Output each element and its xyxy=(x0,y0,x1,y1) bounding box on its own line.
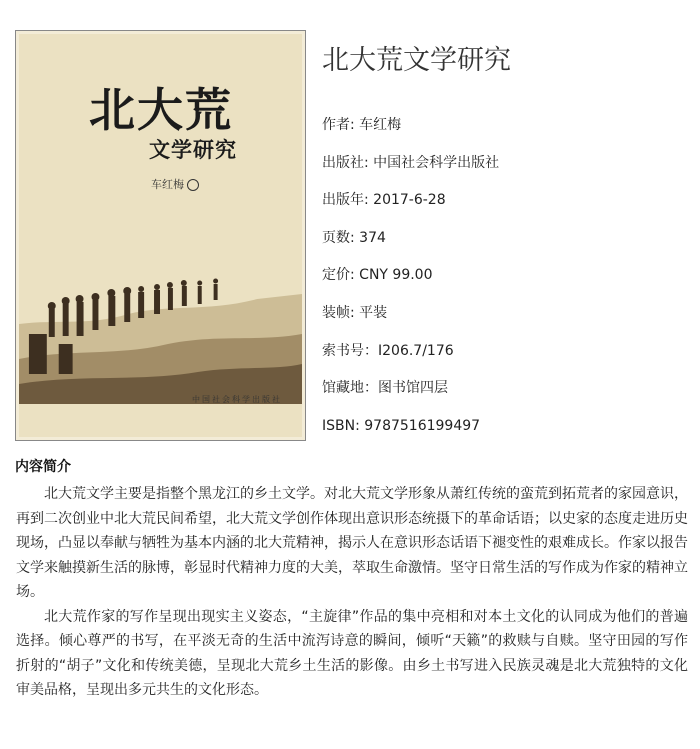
meta-value: 平装 xyxy=(359,304,388,321)
meta-label: 页数: xyxy=(322,229,355,246)
meta-value: CNY 99.00 xyxy=(359,267,433,284)
meta-call-number xyxy=(322,333,692,371)
meta-value: 9787516199497 xyxy=(364,417,481,434)
cover-subtitle: 文学研究 xyxy=(149,137,237,162)
cover-title: 北大荒 xyxy=(89,83,233,137)
meta-location xyxy=(322,370,692,408)
meta-label: 馆藏地： xyxy=(322,380,378,397)
intro-heading: 内容简介 xyxy=(15,459,71,475)
intro-text xyxy=(16,482,688,703)
intro-paragraph: 北大荒作家的写作呈现出现实主义姿态，“主旋律”作品的集中亮相和对本土文化的认同成为他们的普遍选择。倾心尊严的书写，在平淡无奇的生活中流泻诗意的瞬间，倾听“天籁”的救赎与自赎。坚守田园的写作折射的“胡子”文化和传统美德，呈现北大荒乡土生活的影像。由乡土书写进入民族灵魂是北大荒独特的文化审美品格，呈现出多元共生的文化形态。 xyxy=(16,608,688,698)
meta-binding xyxy=(322,295,692,333)
cover-author xyxy=(151,176,199,192)
meta-isbn xyxy=(322,408,692,446)
meta-value: 2017-6-28 xyxy=(373,192,446,209)
cover-illustration xyxy=(19,264,302,404)
meta-price xyxy=(322,257,692,295)
meta-label: 作者: xyxy=(322,117,355,133)
meta-publish-date xyxy=(322,182,692,220)
meta-value: 车红梅 xyxy=(359,117,402,133)
meta-label: 装帧: xyxy=(322,304,355,321)
meta-value: 图书馆四层 xyxy=(378,380,448,397)
meta-label: 索书号： xyxy=(322,342,378,359)
meta-value: 中国社会科学出版社 xyxy=(373,154,500,171)
intro-paragraph: 北大荒文学主要是指整个黑龙江的乡土文学。对北大荒文学形象从萧红传统的蛮荒到拓荒者的家园意识，再到二次创业中北大荒民间希望，北大荒文学创作体现出意识形态统摄下的革命话语；以史家的态度走进历史现场，凸显以奉献与牺牲为基本内涵的北大荒精神，揭示人在意识形态话语下褪变性的艰难成长。作家以报告文学来触摸新生活的脉博，彰显时代精神力度的大美，萃取生命激情。坚守日常生活的写作成为作家的精神立场。 xyxy=(16,486,688,600)
book-metadata xyxy=(322,107,692,445)
meta-author xyxy=(322,107,692,145)
book-title: 北大荒文学研究 xyxy=(322,45,511,76)
cover-publisher: 中国社会科学出版社 xyxy=(192,395,282,404)
meta-value: 374 xyxy=(359,229,386,246)
meta-label: 出版年: xyxy=(322,192,369,209)
meta-label: ISBN: xyxy=(322,417,360,434)
meta-label: 出版社: xyxy=(322,154,369,171)
meta-label: 定价: xyxy=(322,267,355,284)
seal-icon xyxy=(187,179,199,191)
meta-publisher xyxy=(322,145,692,183)
book-cover xyxy=(15,30,306,441)
cover-author-name: 车红梅 xyxy=(151,178,184,191)
meta-pages xyxy=(322,220,692,258)
cover-image xyxy=(19,34,302,437)
meta-value: I206.7/176 xyxy=(378,342,454,359)
